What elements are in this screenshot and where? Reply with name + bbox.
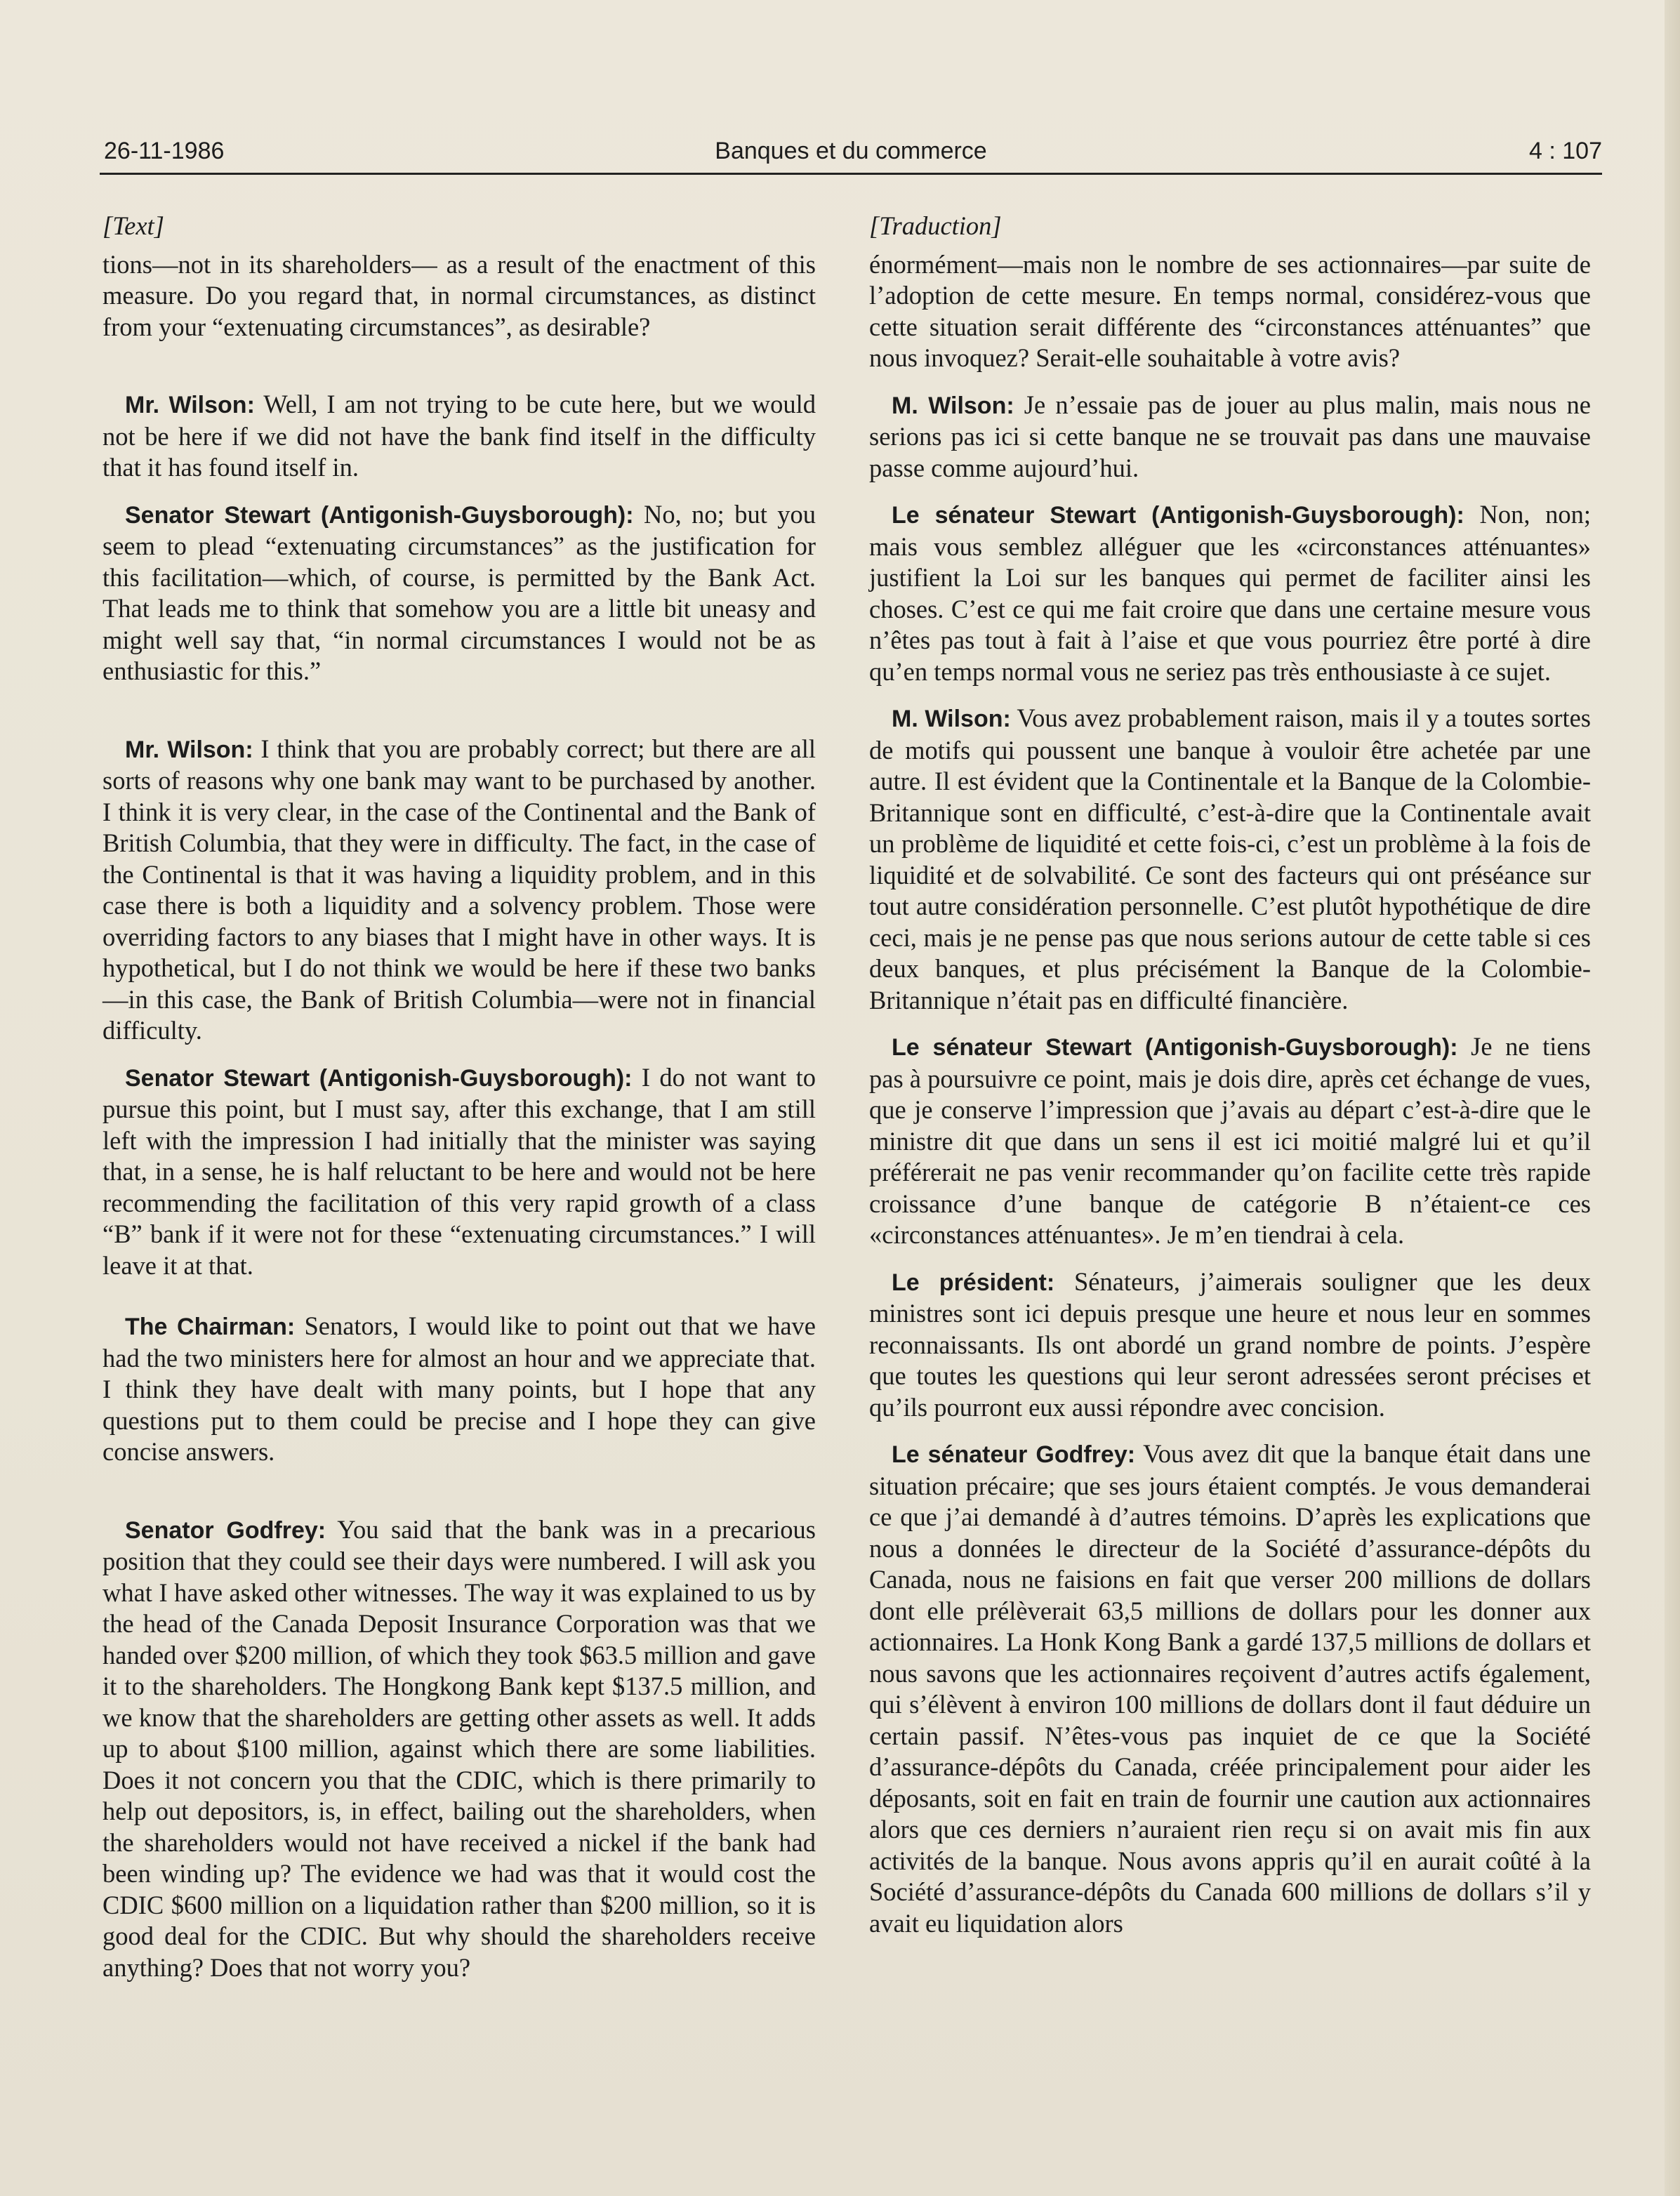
paragraph-text: Vous avez dit que la banque était dans une situation précaire; que ses jours étaient comptés. Je vous demanderai ce que j’ai demandé à d’autres témoins. D’après les explications que nous a données le directeur de la Société d’assurance-dépôts du Canada, nous ne faisions en fait que verser 200 millions de dollars dont elle prélèverait 63,5 millions de dollars pour les donner aux actionnaires. La Honk Kong Bank a gardé 137,5 millions de dollars et nous savons que les actionnaires reçoivent d’autres actifs également, qui s’élèvent à environ 100 millions de dollars dont il faut déduire un certain passif. N’êtes-vous pas inquiet de ce que la Société d’assurance-dépôts du Canada, créée principalement pour aider les déposants, soit en fait en train de fournir une caution aux actionnaires alors que ces derniers n’auraient rien reçu si on avait mis fin aux activités de la banque. Nous avons appris qu’il en aurait coûté à la Société d’assurance-dépôts du Canada 600 millions de dollars s’il y avait eu liquidation alors bbox=[869, 1439, 1591, 1938]
speaker-name: M. Wilson: bbox=[892, 706, 1011, 732]
header-title: Banques et du commerce bbox=[715, 138, 987, 164]
paragraph-text: Senators, I would like to point out that we have had the two ministers here for almost an hour and we appreciate that. I think they have dealt with many points, but I hope that any questions put to them could be precise and I hope they can give concise answers. bbox=[102, 1311, 816, 1466]
page-edge-shadow bbox=[1665, 0, 1680, 2196]
paragraph bbox=[102, 389, 816, 484]
language-label: [Text] bbox=[102, 211, 164, 240]
paragraph-text: I do not want to pursue this point, but I must say, after this exchange, that I am still left with the impression I had initially that the minister was saying that, in a sense, he is half reluctant to be here and would not be here recommending the facilitation of this very rapid growth of a class “B” bank if it were not for these “extenuating circumstances.” I will leave it at that. bbox=[102, 1062, 816, 1280]
speaker-name: Mr. Wilson: bbox=[125, 392, 255, 418]
speaker-name: Le sénateur Godfrey: bbox=[892, 1441, 1136, 1468]
paragraph-text: You said that the bank was in a precarious position that they could see their days were numbered. I will ask you what I have asked other witnesses. The way it was explained to us by the head of the Canada Deposit Insurance Corporation was that we handed over $200 million, of which they took $63.5 million and gave it to the shareholders. The Hongkong Bank kept $137.5 million, and we know that the shareholders are getting other assets as well. It adds up to about $100 million, against which there are some liabilities. Does it not concern you that the CDIC, which is there primarily to help out depositors, is, in effect, bailing out the shareholders, when the shareholders would not have received a nickel if the bank had been winding up? The evidence we had was that it would cost the CDIC $600 million on a liquidation rather than $200 million, so it is good deal for the CDIC. But why should the shareholders receive anything? Does that not worry you? bbox=[102, 1514, 816, 1982]
paragraph-text: tions—not in its shareholders— as a result of the enactment of this measure. Do you regard that, in normal circumstances, as distinct from your “extenuating circumstances”, as desirable? bbox=[102, 249, 816, 341]
speaker-name: Senator Godfrey: bbox=[125, 1516, 326, 1544]
paragraph bbox=[869, 499, 1591, 687]
speaker-name: Le sénateur Stewart (Antigonish-Guysborough): bbox=[892, 502, 1464, 529]
paragraph bbox=[102, 1062, 816, 1282]
paragraph bbox=[102, 1311, 816, 1468]
speaker-name: M. Wilson: bbox=[892, 392, 1014, 419]
paragraph-text: I think that you are probably correct; but there are all sorts of reasons why one bank may want to be purchased by another. I think it is very clear, in the case of the Continental and the Bank of British Columbia, that they were in difficulty. The fact, in the case of the Continental is that it was having a liquidity problem, and in this case there is both a liquidity and a solvency problem. Those were overriding factors to any biases that I might have in other ways. It is hypothetical, but I do not think we would be here if these two banks—in this case, the Bank of British Columbia—were not in financial difficulty. bbox=[102, 734, 816, 1045]
header-date: 26-11-1986 bbox=[104, 138, 225, 164]
speaker-name: Le sénateur Stewart (Antigonish-Guysborough): bbox=[892, 1034, 1458, 1061]
paragraph bbox=[869, 249, 1591, 374]
paragraph bbox=[869, 1438, 1591, 1939]
speaker-name: Senator Stewart (Antigonish-Guysborough): bbox=[125, 501, 634, 529]
header-page-number: 4 : 107 bbox=[1529, 138, 1602, 164]
paragraph-text: Je ne tiens pas à poursuivre ce point, mais je dois dire, après cet échange de vues, que je conserve l’impression que j’avais au départ c’est-à-dire que le ministre dit que dans un sens il est ici moitié malgré lui et qu’il préférerait ne pas venir recommander qu’on facilite cette très rapide croissance d’une banque de catégorie B n’étaient-ce ces «circonstances atténuantes». Je m’en tiendrai à cela. bbox=[869, 1032, 1592, 1249]
paragraph bbox=[869, 1031, 1591, 1251]
speaker-name: The Chairman: bbox=[125, 1314, 296, 1340]
paragraph bbox=[869, 390, 1591, 484]
paragraph bbox=[102, 499, 816, 687]
speaker-name: Mr. Wilson: bbox=[125, 736, 253, 763]
english-column bbox=[102, 211, 816, 1983]
paragraph-text: énormément—mais non le nombre de ses actionnaires—par suite de l’adoption de cette mesure. En temps normal, considérez-vous que cette situation serait différente des “circonstances atténuantes” que nous invoquez? Serait-elle souhaitable à votre avis? bbox=[869, 249, 1591, 372]
paragraph bbox=[102, 734, 816, 1047]
speaker-name: Le président: bbox=[892, 1269, 1055, 1296]
paragraph bbox=[869, 1266, 1591, 1424]
language-label: [Traduction] bbox=[869, 211, 1002, 240]
french-column bbox=[869, 211, 1591, 1954]
paragraph bbox=[869, 703, 1591, 1016]
paragraph-text: Je n’essaie pas de jouer au plus malin, mais nous ne serions pas ici si cette banque ne se trouvait pas dans une mauvaise passe comme aujourd’hui. bbox=[869, 390, 1591, 482]
page-header bbox=[100, 138, 1602, 173]
paragraph-text: No, no; but you seem to plead “extenuating circumstances” as the justification for this facilitation—which, of course, is permitted by the Bank Act. That leads me to think that somehow you are a little bit uneasy and might well say that, “in normal circumstances I would not be as enthusiastic for this.” bbox=[102, 499, 816, 685]
header-rule bbox=[100, 173, 1602, 175]
speaker-name: Senator Stewart (Antigonish-Guysborough): bbox=[125, 1064, 633, 1092]
paragraph-text: Well, I am not trying to be cute here, but we would not be here if we did not have the bank find itself in the difficulty that it has found itself in. bbox=[102, 390, 816, 482]
paragraph-text: Sénateurs, j’aimerais souligner que les deux ministres sont ici depuis presque une heure et nous leur en sommes reconnaissants. Ils ont abordé un grand nombre de points. J’espère que toutes les questions qui leur seront adressées seront précises et qu’ils pourront eux aussi répondre avec concision. bbox=[869, 1266, 1592, 1422]
paragraph bbox=[102, 1514, 816, 1984]
paragraph-text: Vous avez probablement raison, mais il y a toutes sortes de motifs qui poussent une banque à vouloir être achetée par une autre. Il est évident que la Continentale et la Banque de la Colombie-Britannique sont en difficulté, c’est-à-dire que la Continentale avait un problème de liquidité et cette fois-ci, c’est un problème à la fois de liquidité et de solvabilité. Ce sont des facteurs qui ont préséance sur tout autre considération personnelle. C’est plutôt hypothétique de dire ceci, mais je ne pense pas que nous serions autour de cette table si ces deux banques, et plus précisément la Banque de la Colombie-Britannique n’était pas en difficulté financière. bbox=[869, 703, 1591, 1014]
paragraph bbox=[102, 249, 816, 343]
paragraph-text: Non, non; mais vous semblez alléguer que les «circonstances atténuantes» justifient la Loi sur les banques qui permet de faciliter ainsi les choses. C’est ce qui me fait croire que dans une certaine mesure vous n’êtes pas tout à fait à l’aise et que vous pourriez être porté à dire qu’en temps normal vous ne seriez pas très enthousiaste à ce sujet. bbox=[869, 500, 1592, 686]
